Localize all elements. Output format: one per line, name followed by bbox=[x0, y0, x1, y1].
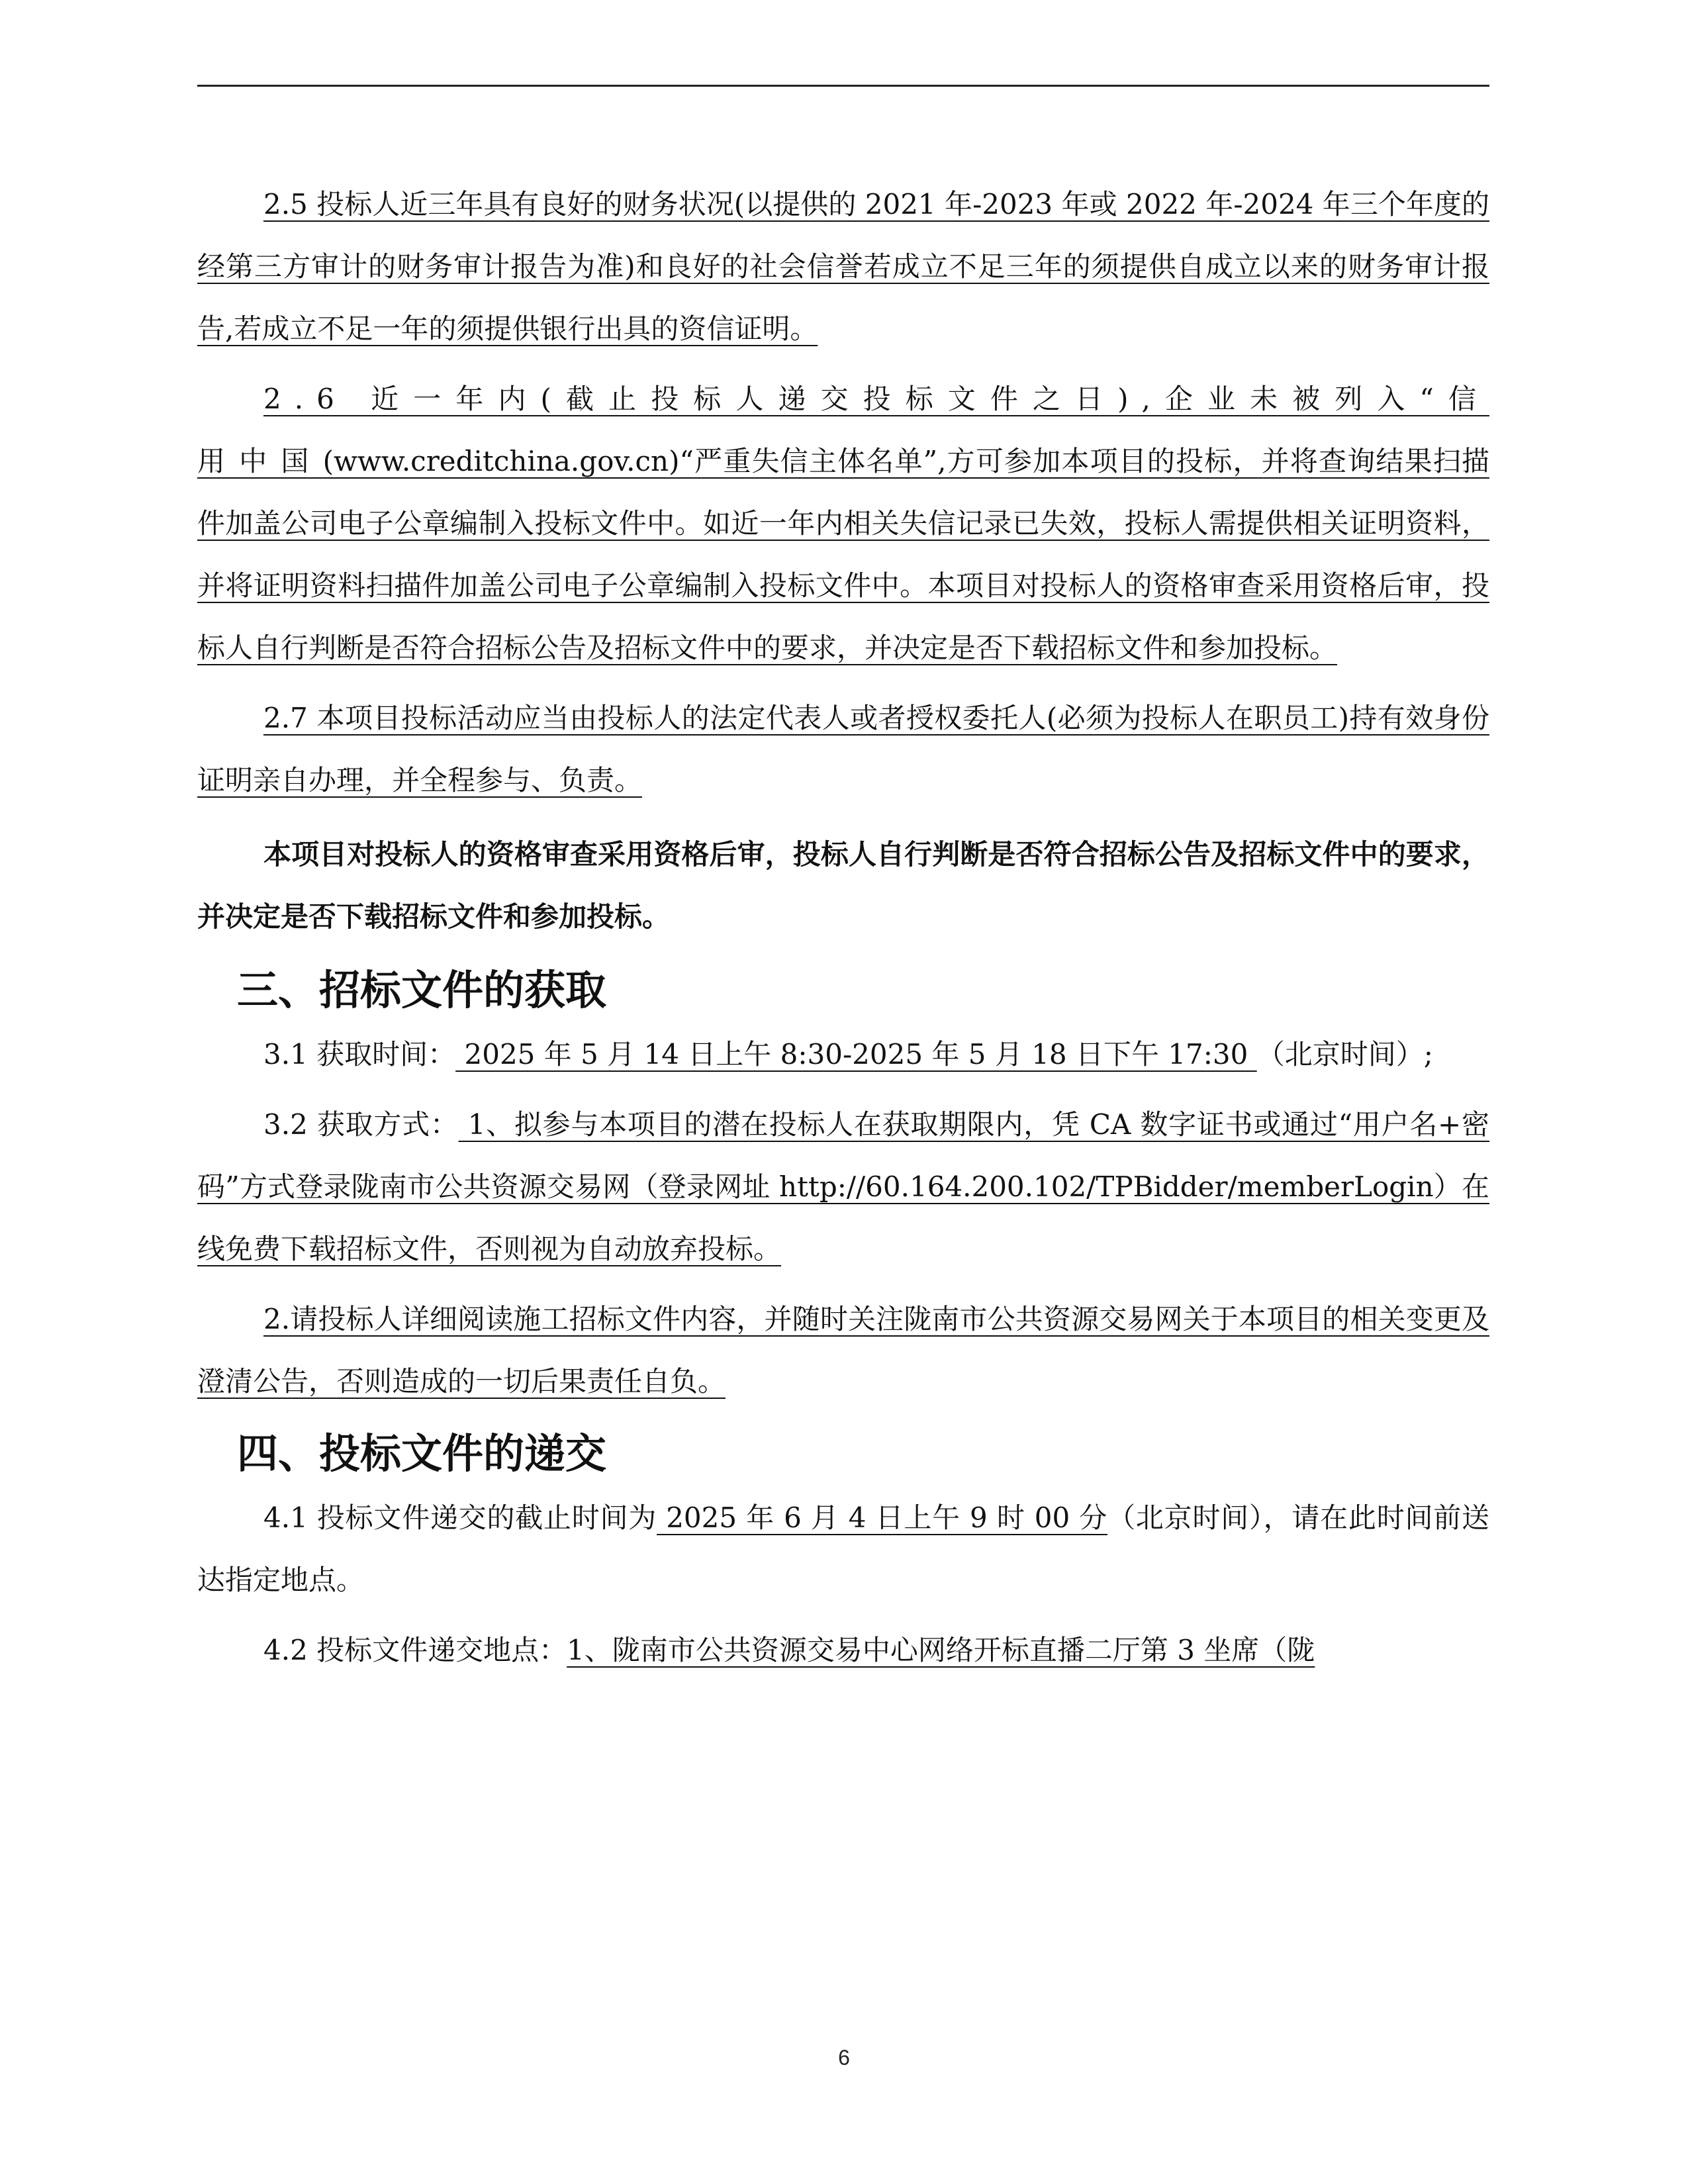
document-body bbox=[197, 173, 1489, 1689]
clause-4-1 bbox=[197, 1487, 1489, 1611]
clause-3-2-item-2-text: 2.请投标人详细阅读施工招标文件内容，并随时关注陇南市公共资源交易网关于本项目的相关变更及澄清公告，否则造成的一切后果责任自负。 bbox=[197, 1303, 1489, 1398]
clause-3-2-item-2 bbox=[197, 1288, 1489, 1413]
clause-4-2-label: 4.2 投标文件递交地点： bbox=[263, 1634, 567, 1666]
clause-3-1-time: 2025 年 5 月 14 日上午 8:30-2025 年 5 月 18 日下午 17:30 bbox=[455, 1038, 1257, 1070]
clause-3-1-label: 3.1 获取时间： bbox=[263, 1038, 456, 1070]
qualification-note: 本项目对投标人的资格审查采用资格后审，投标人自行判断是否符合招标公告及招标文件中的要求，并决定是否下载招标文件和参加投标。 bbox=[197, 838, 1489, 933]
header-rule bbox=[197, 85, 1489, 87]
clause-2-6-lead: 2.6 近一年内(截止投标人递交投标文件之日),企业未被列入“信用中国 bbox=[197, 383, 1489, 477]
clause-3-2-label: 3.2 获取方式： bbox=[263, 1108, 459, 1141]
clause-3-1 bbox=[197, 1023, 1489, 1086]
section-3-heading: 三、招标文件的获取 bbox=[237, 966, 607, 1014]
section-4-heading: 四、投标文件的递交 bbox=[237, 1429, 607, 1478]
clause-4-2-location: 1、陇南市公共资源交易中心网络开标直播二厅第 3 坐席（陇 bbox=[567, 1634, 1315, 1666]
clause-3-2 bbox=[197, 1094, 1489, 1280]
clause-2-7-text: 2.7 本项目投标活动应当由投标人的法定代表人或者授权委托人(必须为投标人在职员工)持有效身份证明亲自办理，并全程参与、负责。 bbox=[197, 702, 1489, 796]
clause-4-1-label: 4.1 投标文件递交的截止时间为 bbox=[263, 1501, 657, 1534]
clause-2-7 bbox=[197, 687, 1489, 812]
clause-3-1-tail: （北京时间）; bbox=[1256, 1038, 1433, 1070]
clause-2-5 bbox=[197, 173, 1489, 360]
clause-4-1-tail: （北京时间），请在此时间前送达指定地点。 bbox=[197, 1501, 1489, 1596]
clause-2-6-text: (www.creditchina.gov.cn)“严重失信主体名单”,方可参加本项目的投标，并将查询结果扫描件加盖公司电子公章编制入投标文件中。如近一年内相关失信记录已失效，投标人需提供相关证明资料，并将证明资料扫描件加盖公司电子公章编制入投标文件中。本项目对投标人的资格审查采用资格后审，投标人自行判断是否符合招标公告及招标文件中的要求，并决定是否下载招标文件和参加投标。 bbox=[197, 445, 1489, 664]
clause-4-2 bbox=[197, 1619, 1489, 1682]
clause-2-6 bbox=[197, 368, 1489, 679]
clause-2-5-text: 2.5 投标人近三年具有良好的财务状况(以提供的 2021 年-2023 年或 2022 年-2024 年三个年度的经第三方审计的财务审计报告为准)和良好的社会信誉若成立不足三年的须提供自成立以来的财务审计报告,若成立不足一年的须提供银行出具的资信证明。 bbox=[197, 188, 1489, 345]
page-number: 6 bbox=[838, 2046, 850, 2069]
clause-4-1-deadline: 2025 年 6 月 4 日上午 9 时 00 分 bbox=[657, 1501, 1108, 1534]
clause-3-2-method: 1、拟参与本项目的潜在投标人在获取期限内，凭 CA 数字证书或通过“用户名+密码”方式登录陇南市公共资源交易网（登录网址 http://60.164.200.102/TPBidder/memberLogin）在线免费下载招标文件，否则视为自动放弃投标。 bbox=[197, 1108, 1489, 1265]
